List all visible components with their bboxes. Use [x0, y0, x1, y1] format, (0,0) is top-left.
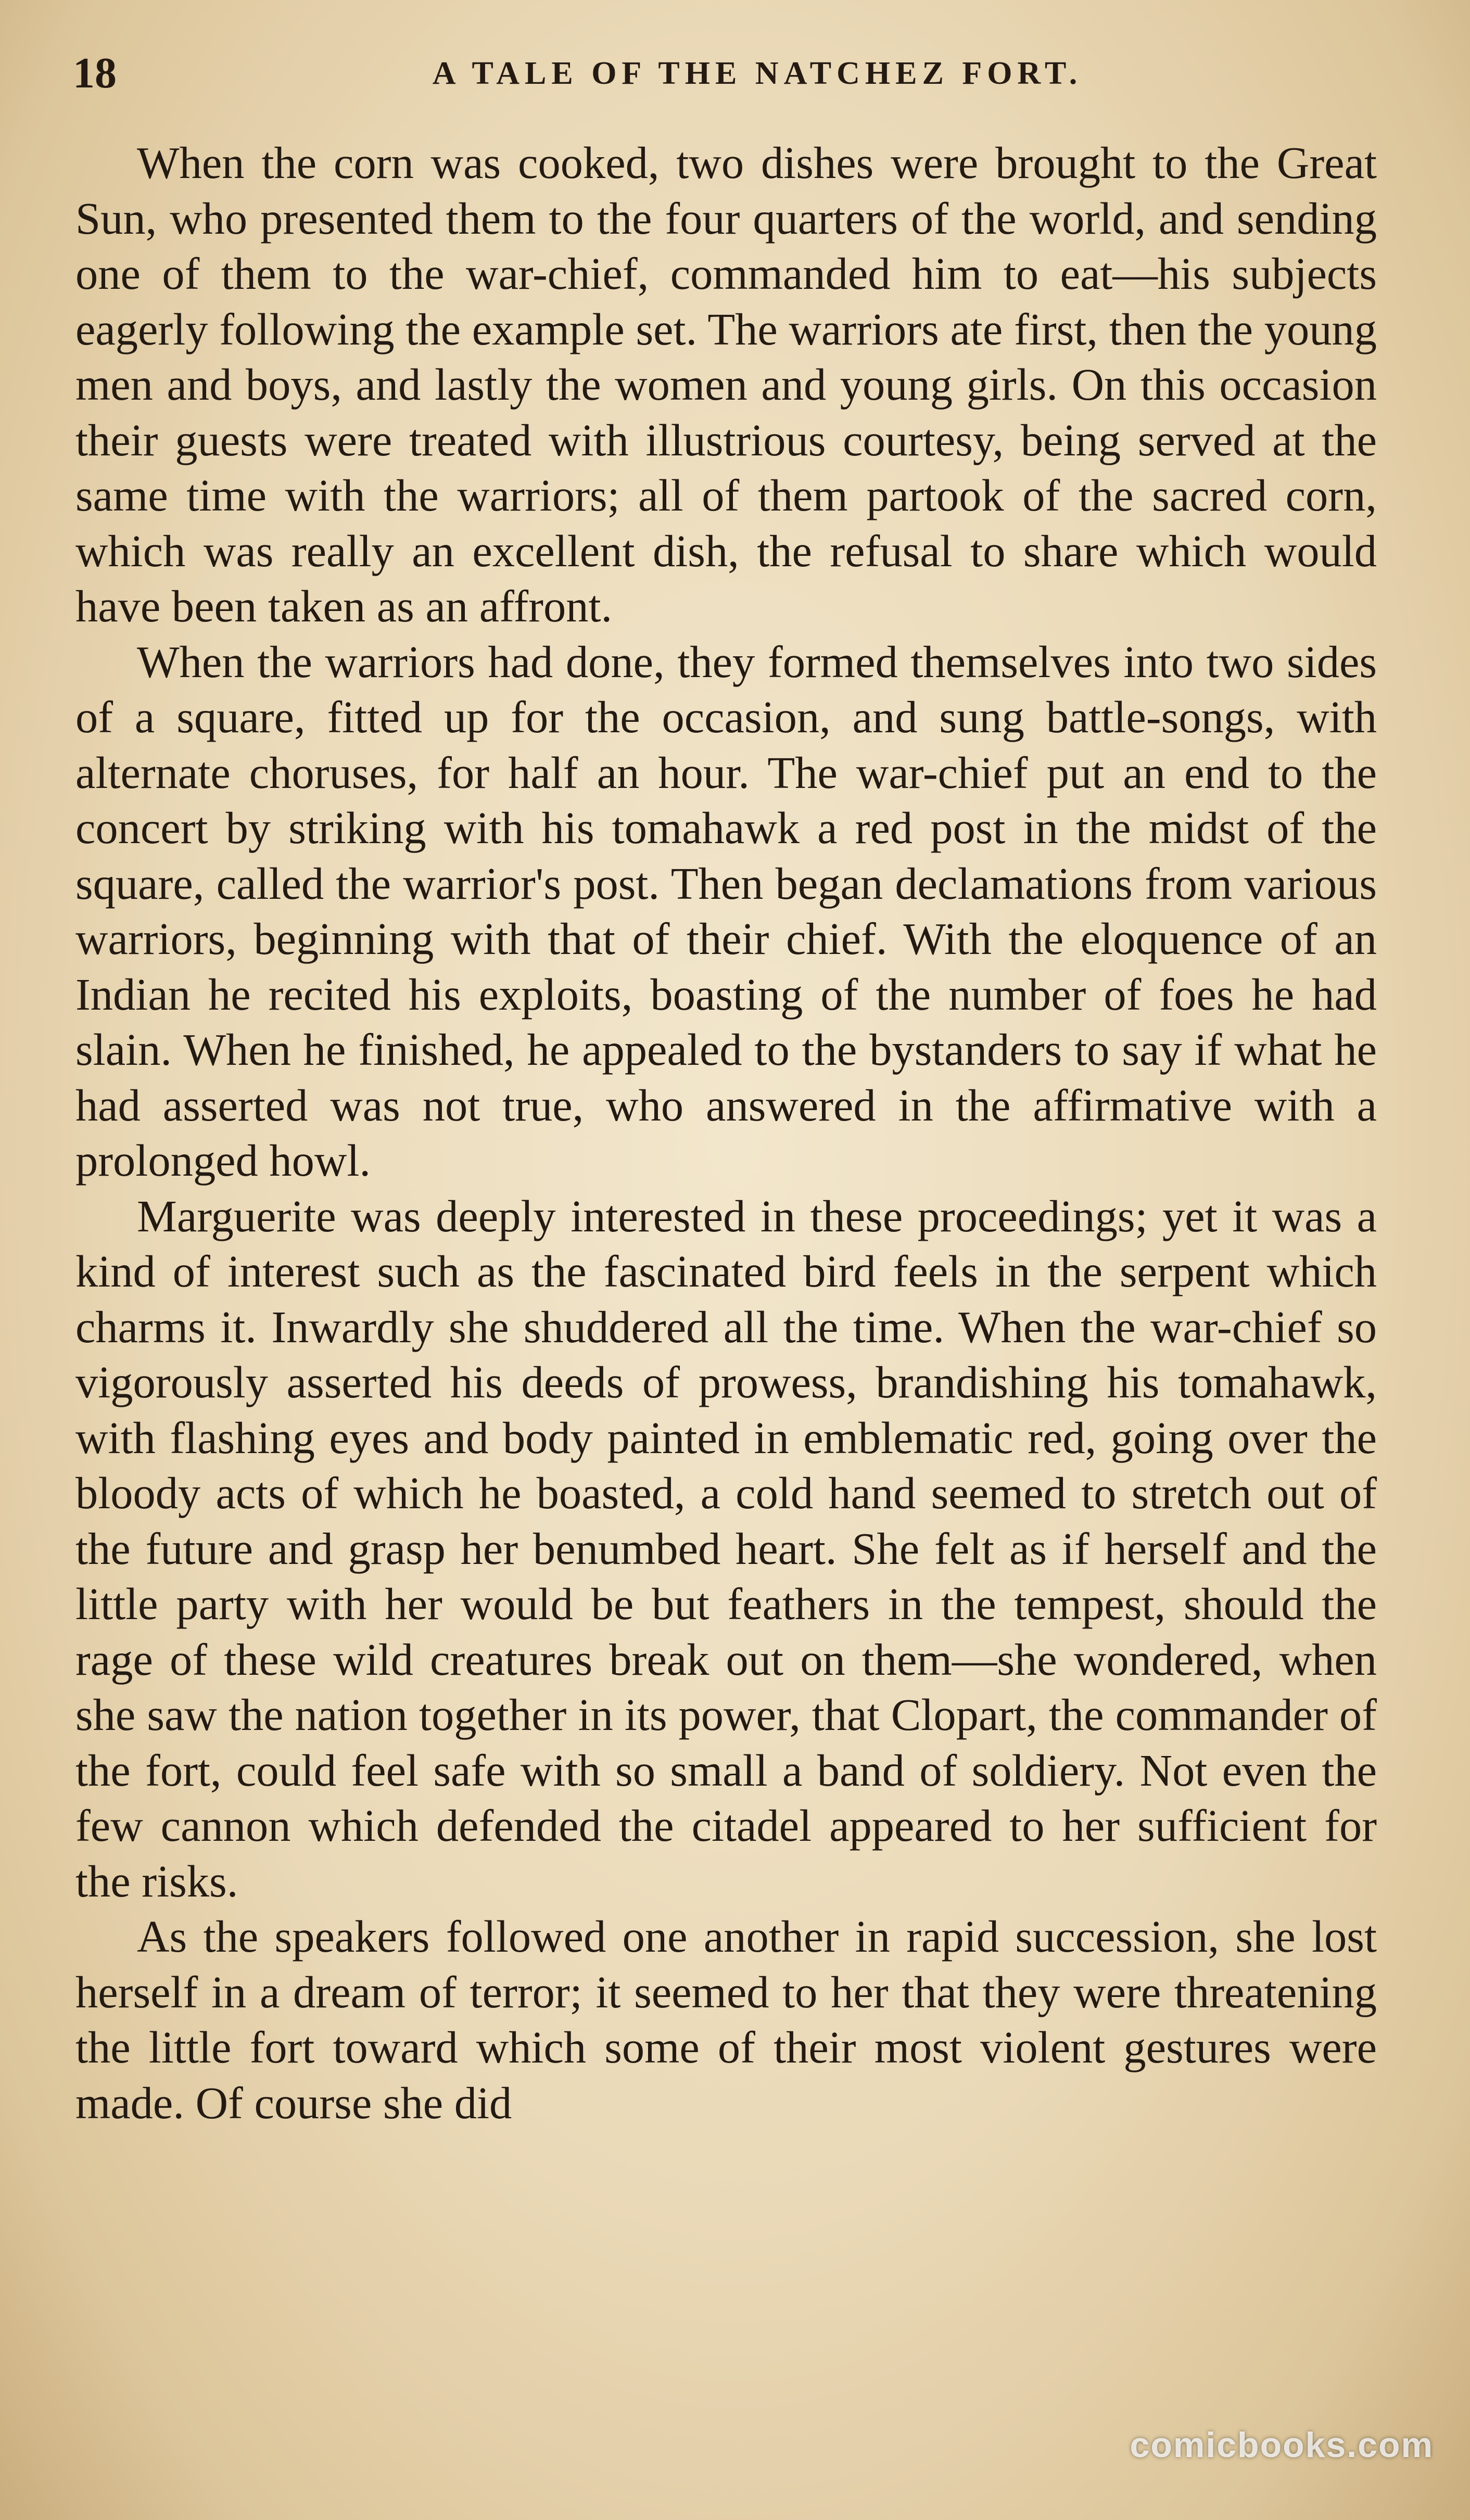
page-header — [73, 45, 1385, 102]
watermark: comicbooks.com — [1130, 2425, 1434, 2465]
running-title: A TALE OF THE NATCHEZ FORT. — [432, 56, 1083, 91]
page-number: 18 — [73, 49, 117, 97]
paragraph-1: When the corn was cooked, two dishes were brought to the Great Sun, who presented them to the four quarters of the world, and sending one of them to the war-chief, commanded him to eat—his subjects eagerly following the example set. The warriors ate first, then the young men and boys, and lastly the women and young girls. On this occasion their guests were treated with illustrious courtesy, being served at the same time with the warriors; all of them partook of the sacred corn, which was really an excellent dish, the refusal to share which would have been taken as an affront. — [75, 138, 1377, 631]
paragraph-4: As the speakers followed one another in rapid succession, she lost herself in a dream of terror; it seemed to her that they were threatening the little fort toward which some of their most violent gestures were made. Of course she did — [75, 1912, 1377, 2128]
paragraph-2: When the warriors had done, they formed themselves into two sides of a square, fitted up for the occasion, and sung battle-songs, with alternate choruses, for half an hour. The war-chief put an end to the concert by striking with his tomahawk a red post in the midst of the square, called the warrior's post. Then began declamations from various warriors, beginning with that of their chief. With the eloquence of an Indian he recited his exploits, boasting of the number of foes he had slain. When he finished, he appealed to the bystanders to say if what he had asserted was not true, who answered in the affirmative with a prolonged howl. — [75, 637, 1377, 1186]
body-text — [75, 135, 1377, 2131]
paragraph-3: Marguerite was deeply interested in these proceedings; yet it was a kind of interest such as the fascinated bird feels in the serpent which charms it. Inwardly she shuddered all the time. When the war-chief so vigorously asserted his deeds of prowess, brandishing his tomahawk, with flashing eyes and body painted in emblematic red, going over the bloody acts of which he boasted, a cold hand seemed to stretch out of the future and grasp her benumbed heart. She felt as if herself and the little party with her would be but feathers in the tempest, should the rage of these wild creatures break out on them—she wondered, when she saw the nation together in its power, that Clopart, the commander of the fort, could feel safe with so small a band of soldiery. Not even the few cannon which defended the citadel appeared to her sufficient for the risks. — [75, 1191, 1377, 1906]
